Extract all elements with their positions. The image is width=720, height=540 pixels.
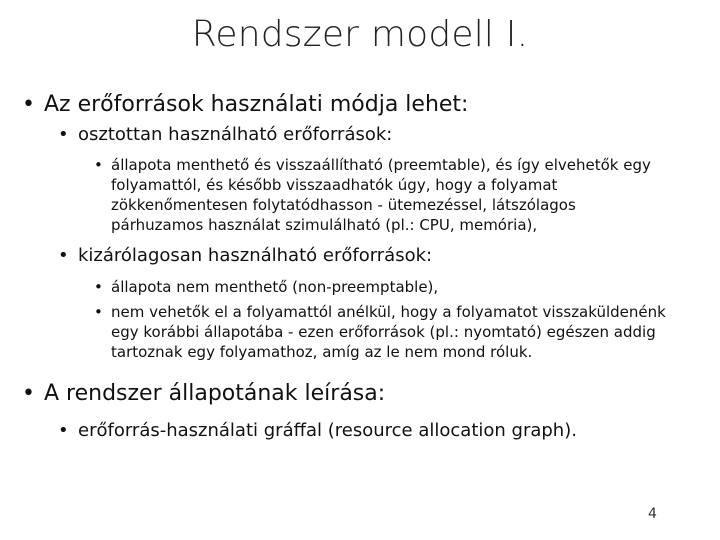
bullet-marker: •	[22, 381, 35, 406]
bullet-text: osztottan használható erőforrások:	[78, 124, 393, 145]
bullet-text: állapota nem menthető (non-preemptable),	[111, 278, 439, 296]
bullet-text: nem vehetők el a folyamattól anélkül, hogy a folyamatot visszaküldenénk egy korábbi állapotába - ezen erőforrások (pl.: nyomtató) egészen addig tartoznak egy folyamathoz, amíg az le nem mond róluk.	[111, 303, 666, 361]
bullet-item-system-state	[22, 381, 385, 407]
bullet-text: A rendszer állapotának leírása:	[44, 381, 386, 406]
bullet-marker: •	[58, 124, 69, 145]
bullet-text: állapota menthető és visszaállítható (preemtable), és így elvehetők egy folyamattól, és később visszaadhatók úgy, hogy a folyamat zökkenőmentesen folytatódhasson - ütemezéssel, látszólagos párhuzamos használat szimulálható (pl.: CPU, memória),	[111, 156, 651, 234]
bullet-marker: •	[94, 303, 103, 321]
bullet-item-preemptable-desc	[94, 155, 651, 235]
bullet-item-non-preemptable	[94, 277, 438, 297]
bullet-item-non-preemptable-desc	[94, 302, 666, 362]
bullet-marker: •	[94, 156, 103, 174]
bullet-marker: •	[94, 278, 103, 296]
slide-title: Rendszer modell I.	[191, 14, 529, 55]
bullet-item-allocation-graph	[58, 420, 577, 442]
bullet-text: Az erőforrások használati módja lehet:	[44, 92, 469, 117]
bullet-item-shared-resources	[58, 124, 392, 146]
bullet-marker: •	[58, 245, 69, 266]
bullet-item-resource-usage	[22, 92, 468, 118]
bullet-item-exclusive-resources	[58, 245, 432, 267]
bullet-text: kizárólagosan használható erőforrások:	[78, 245, 433, 266]
page-number: 4	[648, 506, 657, 522]
bullet-text: erőforrás-használati gráffal (resource allocation graph).	[78, 420, 577, 441]
bullet-marker: •	[22, 92, 35, 117]
bullet-marker: •	[58, 420, 69, 441]
